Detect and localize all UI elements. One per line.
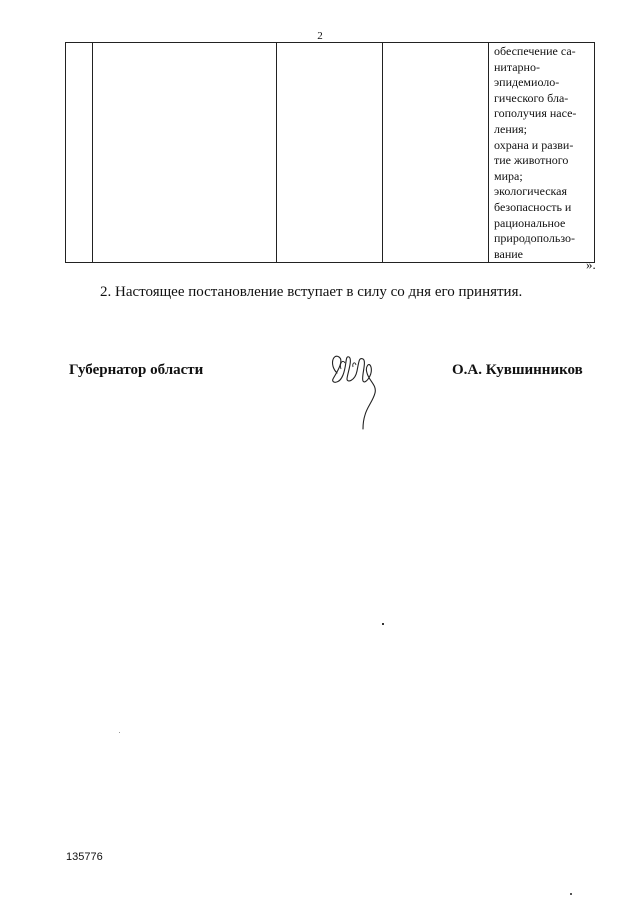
signatory-name: О.А. Кувшинников	[452, 362, 583, 378]
cell-line: ления;	[494, 121, 528, 136]
cell-line: эпидемиоло-	[494, 75, 560, 90]
table-cell-4	[383, 43, 489, 263]
cell-line: нитарно-	[494, 59, 540, 74]
table-cell-5	[489, 43, 595, 263]
document-code: 135776	[66, 851, 103, 863]
scan-speck	[382, 623, 384, 625]
table-row	[66, 43, 595, 263]
page-number: 2	[317, 30, 323, 42]
cell-line: тие животного	[494, 153, 569, 168]
scan-speck	[119, 732, 120, 733]
cell-line: вание	[494, 246, 524, 261]
continuation-table	[65, 42, 595, 263]
table-cell-3	[277, 43, 383, 263]
cell-line: природопользо-	[494, 231, 575, 246]
cell-line: охрана и разви-	[494, 137, 574, 152]
cell-line: экологическая	[494, 184, 568, 199]
table-cell-1	[66, 43, 93, 263]
scan-speck	[570, 893, 572, 895]
signatory-position: Губернатор области	[69, 362, 204, 378]
cell-line: гополучия насе-	[494, 106, 577, 121]
cell-line: мира;	[494, 168, 523, 183]
table-cell-2	[93, 43, 277, 263]
handwritten-signature	[325, 345, 385, 430]
cell-line: гического бла-	[494, 90, 569, 105]
closing-quote: ».	[586, 257, 596, 272]
cell-line: рациональное	[494, 215, 566, 230]
cell-line: безопасность и	[494, 199, 572, 214]
cell-text-block	[489, 43, 594, 262]
cell-line: обеспечение са-	[494, 44, 576, 58]
paragraph-effective-date: 2. Настоящее постановление вступает в силу со дня его принятия.	[100, 284, 523, 300]
